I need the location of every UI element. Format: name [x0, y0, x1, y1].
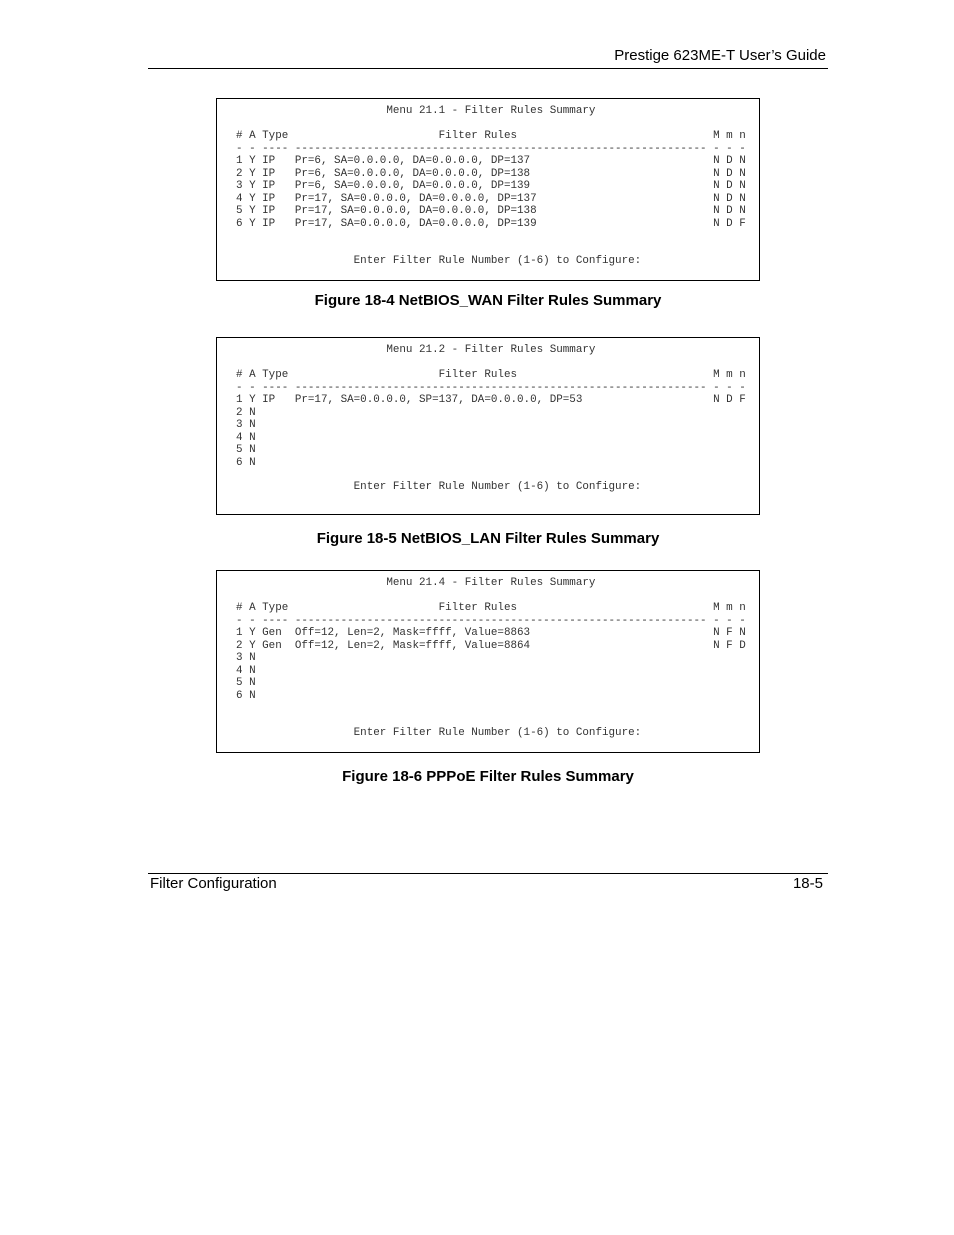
- terminal-text: Menu 21.2 - Filter Rules Summary # A Type Filter Rules M m n - - ---- --------------------------------------------------------------- - - - 1 Y IP Pr=17, SA=0.0.0.0, SP=137, DA=0.0.0.0, DP=53 N D F 2 N 3 N 4 N 5 N 6 N: [236, 344, 746, 469]
- header-divider: [148, 68, 828, 69]
- terminal-text: Menu 21.1 - Filter Rules Summary # A Type Filter Rules M m n - - ---- --------------------------------------------------------------- - - - 1 Y IP Pr=6, SA=0.0.0.0, DA=0.0.0.0, DP=137 N D N 2 Y IP Pr=6, SA=0.0.0.0, DA=0.0.0.0, DP=138 N D N 3 Y IP Pr=6, SA=0.0.0.0, DA=0.0.0.0, DP=139 N D N 4 Y IP Pr=17, SA=0.0.0.0, DA=0.0.0.0, DP=137 N D N 5 Y IP Pr=17, SA=0.0.0.0, DA=0.0.0.0, DP=138 N D N 6 Y IP Pr=17, SA=0.0.0.0, DA=0.0.0.0, DP=139 N D F: [236, 105, 746, 230]
- terminal-text: Menu 21.4 - Filter Rules Summary # A Type Filter Rules M m n - - ---- --------------------------------------------------------------- - - - 1 Y Gen Off=12, Len=2, Mask=ffff, Value=8863 N F N 2 Y Gen Off=12, Len=2, Mask=ffff, Value=8864 N F D 3 N 4 N 5 N 6 N: [236, 577, 746, 702]
- figure-caption: Figure 18-4 NetBIOS_WAN Filter Rules Summary: [314, 292, 662, 309]
- terminal-figure-1: [216, 98, 760, 281]
- figure-caption: Figure 18-5 NetBIOS_LAN Filter Rules Summary: [316, 530, 660, 547]
- footer-section: Filter Configuration: [150, 875, 277, 892]
- terminal-prompt: Enter Filter Rule Number (1-6) to Configure:: [236, 255, 642, 267]
- terminal-figure-3: [216, 570, 760, 753]
- page-number: 18-5: [792, 875, 823, 892]
- footer-divider: [148, 873, 828, 874]
- terminal-prompt: Enter Filter Rule Number (1-6) to Configure:: [236, 727, 642, 739]
- terminal-prompt: Enter Filter Rule Number (1-6) to Configure:: [236, 481, 642, 493]
- running-header: Prestige 623ME-T User’s Guide: [614, 47, 826, 64]
- terminal-figure-2: [216, 337, 760, 515]
- figure-caption: Figure 18-6 PPPoE Filter Rules Summary: [342, 768, 634, 785]
